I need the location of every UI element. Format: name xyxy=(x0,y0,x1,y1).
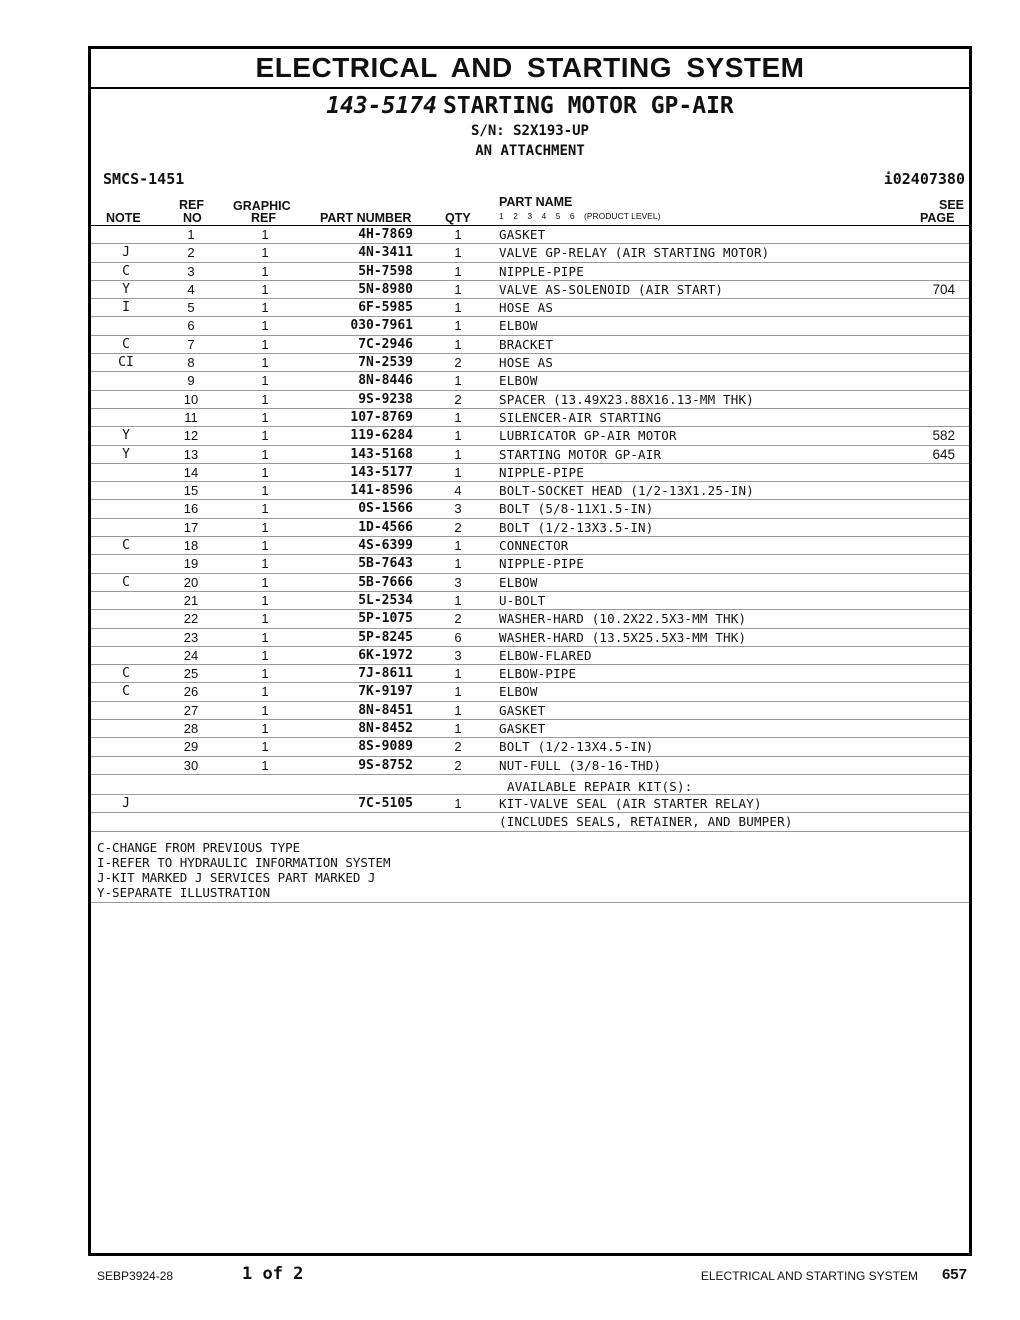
graphic-ref-cell: 1 xyxy=(261,739,269,755)
col-see-top: SEE xyxy=(939,198,965,212)
part-name-cell: CONNECTOR xyxy=(499,538,569,554)
table-row xyxy=(91,299,969,317)
qty-cell: 1 xyxy=(454,373,462,389)
part-number-cell: 7K-9197 xyxy=(358,684,413,700)
ref-no-cell: 24 xyxy=(183,647,199,663)
ref-no-cell: 17 xyxy=(183,519,199,535)
part-name-cell: NIPPLE-PIPE xyxy=(499,556,584,572)
part-name-cell: NIPPLE-PIPE xyxy=(499,464,584,480)
ref-no-cell: 10 xyxy=(183,391,199,407)
part-number-cell: 7N-2539 xyxy=(358,355,413,371)
qty-cell: 2 xyxy=(454,757,462,773)
see-page-cell: 582 xyxy=(932,428,955,444)
group-name: STARTING MOTOR GP-AIR xyxy=(442,93,734,119)
note-cell: CI xyxy=(118,355,134,371)
table-row xyxy=(91,519,969,537)
ref-no-cell: 7 xyxy=(187,336,195,352)
ref-no-cell: 15 xyxy=(183,483,199,499)
table-row xyxy=(91,592,969,610)
table-row xyxy=(91,354,969,372)
part-name-cell: ELBOW-PIPE xyxy=(499,666,577,682)
page-frame xyxy=(88,46,972,1256)
ref-no-cell: 21 xyxy=(183,592,199,608)
table-row xyxy=(91,446,969,464)
table-row xyxy=(91,629,969,647)
note-y: Y-SEPARATE ILLUSTRATION xyxy=(97,885,271,900)
illustration-id: i02407380 xyxy=(883,170,965,188)
kit-row xyxy=(91,795,969,813)
note-cell: J xyxy=(122,795,130,811)
part-name-cell: LUBRICATOR GP-AIR MOTOR xyxy=(499,428,677,444)
ref-no-cell: 30 xyxy=(183,757,199,773)
qty-cell: 4 xyxy=(454,483,462,499)
part-number-cell: 8N-8446 xyxy=(358,373,413,389)
part-number-cell: 9S-8752 xyxy=(358,757,413,773)
qty-cell: 2 xyxy=(454,355,462,371)
col-ref-bot: NO xyxy=(183,211,202,225)
ref-no-cell: 4 xyxy=(187,281,195,297)
group-title xyxy=(91,93,969,119)
graphic-ref-cell: 1 xyxy=(261,446,269,462)
graphic-ref-cell: 1 xyxy=(261,227,269,242)
part-number-cell: 119-6284 xyxy=(350,428,413,444)
notes-legend xyxy=(91,836,969,903)
note-cell: Y xyxy=(122,446,130,462)
graphic-ref-cell: 1 xyxy=(261,409,269,425)
graphic-ref-cell: 1 xyxy=(261,611,269,627)
attachment-label: AN ATTACHMENT xyxy=(475,143,585,159)
part-number-cell: 4H-7869 xyxy=(358,227,413,242)
qty-cell: 1 xyxy=(454,666,462,682)
qty-cell: 2 xyxy=(454,519,462,535)
graphic-ref-cell: 1 xyxy=(261,629,269,645)
part-number-cell: 8S-9089 xyxy=(358,739,413,755)
table-row xyxy=(91,555,969,573)
table-row xyxy=(91,537,969,555)
kit-heading: AVAILABLE REPAIR KIT(S): xyxy=(507,778,693,794)
qty-cell: 1 xyxy=(454,409,462,425)
part-number-cell: 141-8596 xyxy=(350,483,413,499)
ref-no-cell: 14 xyxy=(183,464,199,480)
part-name-cell: NUT-FULL (3/8-16-THD) xyxy=(499,757,662,773)
part-number-cell: 4S-6399 xyxy=(358,538,413,554)
part-name-cell: KIT-VALVE SEAL (AIR STARTER RELAY) xyxy=(499,795,762,811)
see-page-cell: 645 xyxy=(932,446,955,462)
part-number-cell: 143-5168 xyxy=(350,446,413,462)
part-name-cell: STARTING MOTOR GP-AIR xyxy=(499,446,662,462)
note-cell: I xyxy=(122,300,130,316)
part-name-cell: GASKET xyxy=(499,721,546,737)
part-name-cell: BOLT (1/2-13X4.5-IN) xyxy=(499,739,654,755)
ref-no-cell: 9 xyxy=(187,373,195,389)
graphic-ref-cell: 1 xyxy=(261,483,269,499)
part-name-cell: VALVE GP-RELAY (AIR STARTING MOTOR) xyxy=(499,245,770,261)
table-row xyxy=(91,610,969,628)
ref-no-cell: 12 xyxy=(183,428,199,444)
qty-cell: 1 xyxy=(454,300,462,316)
ref-no-cell: 22 xyxy=(183,611,199,627)
ref-no-cell: 13 xyxy=(183,446,199,462)
part-name-cell: ELBOW-FLARED xyxy=(499,647,592,663)
note-i: I-REFER TO HYDRAULIC INFORMATION SYSTEM xyxy=(97,855,391,870)
ref-no-cell: 1 xyxy=(187,227,195,242)
part-name-cell: BRACKET xyxy=(499,336,554,352)
part-number-cell: 4N-3411 xyxy=(358,245,413,261)
part-name-cell: ELBOW xyxy=(499,574,538,590)
part-number-cell: 5B-7666 xyxy=(358,574,413,590)
graphic-ref-cell: 1 xyxy=(261,666,269,682)
part-number-cell: 8N-8452 xyxy=(358,721,413,737)
col-qty: QTY xyxy=(445,211,471,225)
table-row xyxy=(91,427,969,445)
table-row xyxy=(91,757,969,775)
table-row xyxy=(91,738,969,756)
ref-no-cell: 19 xyxy=(183,556,199,572)
graphic-ref-cell: 1 xyxy=(261,757,269,773)
table-row xyxy=(91,482,969,500)
qty-cell: 1 xyxy=(454,227,462,242)
part-name-cell: BOLT (1/2-13X3.5-IN) xyxy=(499,519,654,535)
col-see-bot: PAGE xyxy=(920,211,955,225)
kit-includes: (INCLUDES SEALS, RETAINER, AND BUMPER) xyxy=(499,814,793,830)
ref-no-cell: 28 xyxy=(183,721,199,737)
graphic-ref-cell: 1 xyxy=(261,245,269,261)
parts-table xyxy=(91,226,969,832)
col-note: NOTE xyxy=(106,211,141,225)
table-row xyxy=(91,665,969,683)
qty-cell: 1 xyxy=(454,702,462,718)
note-cell: Y xyxy=(122,428,130,444)
graphic-ref-cell: 1 xyxy=(261,281,269,297)
col-part-number: PART NUMBER xyxy=(320,211,412,225)
qty-cell: 1 xyxy=(454,336,462,352)
footer-doc-id: SEBP3924-28 xyxy=(97,1269,174,1283)
part-number-cell: 5L-2534 xyxy=(358,592,413,608)
part-number-cell: 7C-5105 xyxy=(358,795,413,811)
note-cell: C xyxy=(122,574,130,590)
part-name-cell: ELBOW xyxy=(499,373,538,389)
table-row xyxy=(91,317,969,335)
qty-cell: 1 xyxy=(454,592,462,608)
ref-no-cell: 23 xyxy=(183,629,199,645)
part-name-cell: WASHER-HARD (10.2X22.5X3-MM THK) xyxy=(499,611,747,627)
qty-cell: 6 xyxy=(454,629,462,645)
graphic-ref-cell: 1 xyxy=(261,684,269,700)
note-cell: C xyxy=(122,336,130,352)
part-number-cell: 8N-8451 xyxy=(358,702,413,718)
part-name-cell: GASKET xyxy=(499,227,546,242)
qty-cell: 1 xyxy=(454,538,462,554)
qty-cell: 1 xyxy=(454,281,462,297)
qty-cell: 2 xyxy=(454,611,462,627)
part-number-cell: 107-8769 xyxy=(350,409,413,425)
qty-cell: 1 xyxy=(454,795,462,811)
smcs-code: SMCS-1451 xyxy=(103,170,185,188)
graphic-ref-cell: 1 xyxy=(261,647,269,663)
ref-no-cell: 6 xyxy=(187,318,195,334)
table-row xyxy=(91,409,969,427)
ref-no-cell: 11 xyxy=(184,409,198,425)
ref-no-cell: 16 xyxy=(183,501,199,517)
ref-no-cell: 3 xyxy=(187,263,195,279)
qty-cell: 1 xyxy=(454,556,462,572)
graphic-ref-cell: 1 xyxy=(261,519,269,535)
ref-no-cell: 27 xyxy=(183,702,199,718)
graphic-ref-cell: 1 xyxy=(261,464,269,480)
col-graphic-top: GRAPHIC xyxy=(233,199,291,213)
graphic-ref-cell: 1 xyxy=(261,336,269,352)
graphic-ref-cell: 1 xyxy=(261,556,269,572)
qty-cell: 2 xyxy=(454,391,462,407)
part-name-cell: HOSE AS xyxy=(499,300,554,316)
qty-cell: 1 xyxy=(454,464,462,480)
table-row xyxy=(91,720,969,738)
part-number-cell: 9S-9238 xyxy=(358,391,413,407)
graphic-ref-cell: 1 xyxy=(261,391,269,407)
ref-no-cell: 25 xyxy=(183,666,199,682)
table-row xyxy=(91,281,969,299)
part-name-cell: GASKET xyxy=(499,702,546,718)
ref-no-cell: 2 xyxy=(187,245,195,261)
graphic-ref-cell: 1 xyxy=(261,501,269,517)
part-name-cell: WASHER-HARD (13.5X25.5X3-MM THK) xyxy=(499,629,747,645)
table-row xyxy=(91,244,969,262)
graphic-ref-cell: 1 xyxy=(261,318,269,334)
graphic-ref-cell: 1 xyxy=(261,373,269,389)
note-j: J-KIT MARKED J SERVICES PART MARKED J xyxy=(97,870,376,885)
footer-page-of: 1 of 2 xyxy=(242,1264,304,1284)
qty-cell: 1 xyxy=(454,684,462,700)
footer-section: ELECTRICAL AND STARTING SYSTEM xyxy=(700,1269,918,1283)
part-number-cell: 030-7961 xyxy=(350,318,413,334)
col-part-name: PART NAME xyxy=(499,195,573,209)
table-row xyxy=(91,372,969,390)
graphic-ref-cell: 1 xyxy=(261,300,269,316)
table-row xyxy=(91,647,969,665)
graphic-ref-cell: 1 xyxy=(261,702,269,718)
col-ref-top: REF xyxy=(179,198,204,212)
part-number-cell: 7J-8611 xyxy=(358,666,413,682)
note-cell: C xyxy=(122,263,130,279)
section-title-bar xyxy=(91,49,969,89)
page-footer xyxy=(0,1262,1020,1286)
kit-includes-row xyxy=(91,813,969,831)
serial-number: S/N: S2X193-UP xyxy=(470,123,589,139)
note-cell: J xyxy=(122,245,130,261)
qty-cell: 1 xyxy=(454,721,462,737)
qty-cell: 1 xyxy=(454,446,462,462)
part-number-cell: 5H-7598 xyxy=(358,263,413,279)
table-row xyxy=(91,391,969,409)
col-graphic-bot: REF xyxy=(251,211,276,225)
table-header xyxy=(91,194,969,226)
part-name-cell: BOLT (5/8-11X1.5-IN) xyxy=(499,501,654,517)
qty-cell: 3 xyxy=(454,647,462,663)
ref-no-cell: 26 xyxy=(183,684,199,700)
part-number-cell: 6F-5985 xyxy=(358,300,413,316)
col-product-level: 1 2 3 4 5 6 (PRODUCT LEVEL) xyxy=(499,211,661,221)
part-number-cell: 5P-8245 xyxy=(358,629,413,645)
part-number-cell: 5B-7643 xyxy=(358,556,413,572)
part-name-cell: VALVE AS-SOLENOID (AIR START) xyxy=(499,281,724,297)
graphic-ref-cell: 1 xyxy=(261,355,269,371)
note-cell: C xyxy=(122,666,130,682)
qty-cell: 3 xyxy=(454,574,462,590)
part-number-cell: 0S-1566 xyxy=(358,501,413,517)
kit-heading-row xyxy=(91,775,969,795)
qty-cell: 2 xyxy=(454,739,462,755)
ref-no-cell: 18 xyxy=(183,538,199,554)
see-page-cell: 704 xyxy=(932,281,955,297)
part-name-cell: SILENCER-AIR STARTING xyxy=(499,409,662,425)
group-number: 143-5174 xyxy=(326,93,437,119)
part-name-cell: BOLT-SOCKET HEAD (1/2-13X1.25-IN) xyxy=(499,483,754,499)
table-row xyxy=(91,226,969,244)
note-c: C-CHANGE FROM PREVIOUS TYPE xyxy=(97,840,301,855)
part-number-cell: 5N-8980 xyxy=(358,281,413,297)
ref-no-cell: 29 xyxy=(183,739,199,755)
note-cell: Y xyxy=(122,281,130,297)
qty-cell: 3 xyxy=(454,501,462,517)
note-cell: C xyxy=(122,684,130,700)
part-number-cell: 6K-1972 xyxy=(358,647,413,663)
table-row xyxy=(91,702,969,720)
table-row xyxy=(91,500,969,518)
table-row xyxy=(91,336,969,354)
part-name-cell: U-BOLT xyxy=(499,592,546,608)
part-name-cell: NIPPLE-PIPE xyxy=(499,263,584,279)
ref-no-cell: 5 xyxy=(187,300,195,316)
graphic-ref-cell: 1 xyxy=(261,538,269,554)
graphic-ref-cell: 1 xyxy=(261,574,269,590)
part-number-cell: 1D-4566 xyxy=(358,519,413,535)
ref-no-cell: 20 xyxy=(183,574,199,590)
table-row xyxy=(91,683,969,701)
table-row xyxy=(91,263,969,281)
ref-no-cell: 8 xyxy=(187,355,195,371)
table-row xyxy=(91,464,969,482)
part-number-cell: 143-5177 xyxy=(350,464,413,480)
qty-cell: 1 xyxy=(454,245,462,261)
qty-cell: 1 xyxy=(454,318,462,334)
graphic-ref-cell: 1 xyxy=(261,263,269,279)
part-number-cell: 7C-2946 xyxy=(358,336,413,352)
part-name-cell: SPACER (13.49X23.88X16.13-MM THK) xyxy=(499,391,754,407)
qty-cell: 1 xyxy=(454,263,462,279)
part-name-cell: ELBOW xyxy=(499,684,538,700)
part-number-cell: 5P-1075 xyxy=(358,611,413,627)
graphic-ref-cell: 1 xyxy=(261,592,269,608)
section-title: ELECTRICAL AND STARTING SYSTEM xyxy=(255,52,805,83)
footer-page-number: 657 xyxy=(941,1266,967,1283)
qty-cell: 1 xyxy=(454,428,462,444)
part-name-cell: HOSE AS xyxy=(499,355,554,371)
graphic-ref-cell: 1 xyxy=(261,428,269,444)
table-row xyxy=(91,574,969,592)
note-cell: C xyxy=(122,538,130,554)
graphic-ref-cell: 1 xyxy=(261,721,269,737)
part-name-cell: ELBOW xyxy=(499,318,538,334)
